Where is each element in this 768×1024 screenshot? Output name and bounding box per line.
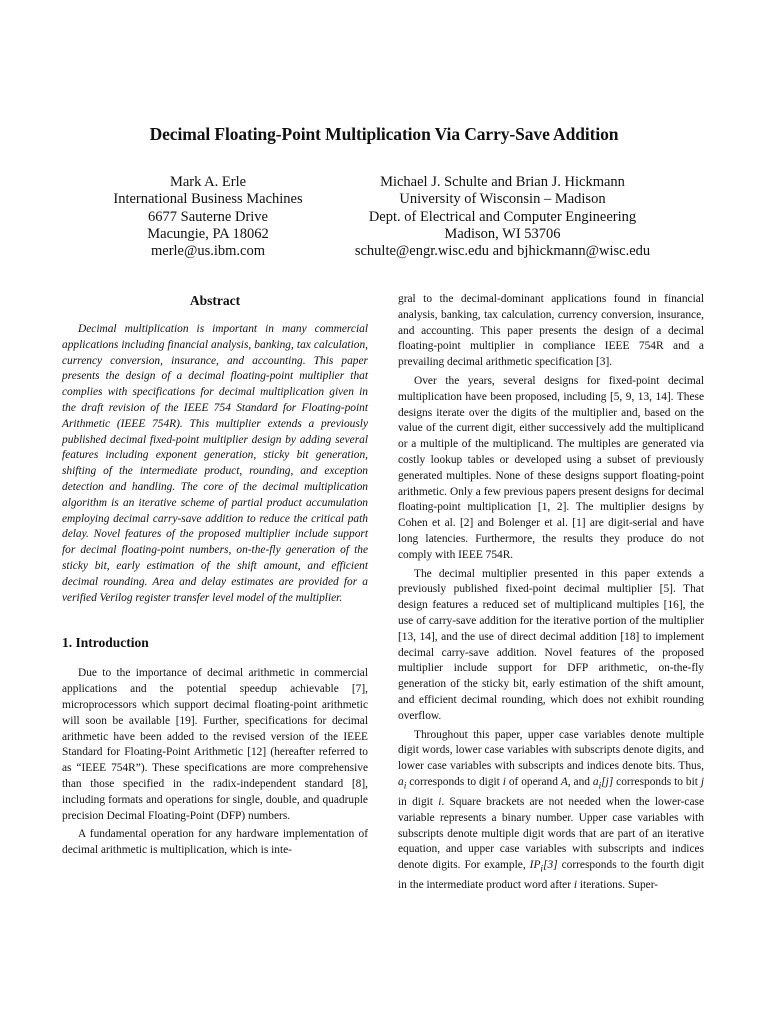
math-variable: i	[573, 879, 578, 892]
author-department: Dept. of Electrical and Computer Engineering	[368, 208, 637, 225]
notation-text: of operand	[505, 775, 561, 788]
author-address-street: 6677 Sauterne Drive	[148, 208, 268, 225]
author-email: schulte@engr.wisc.edu and bjhickmann@wisc.edu	[354, 243, 651, 260]
math-variable: i	[502, 775, 506, 788]
intro-paragraph-3: Over the years, several designs for fixed-point decimal multiplication have been proposed, including [5, 9, 13, 14]. These designs iterate over the digits of the multiplier and, based on the value of the current digit, either successively add the multiplicand or a multiple of the multiplicand. The multiples are generated via costly lookup tables or developed using a subset of previously generated multiples. None of these designs support floating-point arithmetic. Only a few previous papers present designs for decimal floating-point multiplication [1, 2]. The multiplier designs by Cohen et al. [2] and Bolenger et al. [1] are digit-serial and have long latencies. Furthermore, the results they produce do not comply with IEEE 754R.	[398, 374, 704, 561]
notation-text: , and	[567, 775, 593, 788]
author-name: Mark A. Erle	[169, 174, 247, 190]
paper-title: Decimal Floating-Point Multiplication Via Carry-Save Addition	[149, 124, 619, 144]
left-column	[62, 292, 368, 862]
math-variable: j	[700, 775, 704, 788]
author-affiliation: International Business Machines	[113, 191, 303, 208]
notation-text: corresponds to bit	[613, 775, 701, 788]
intro-paragraph-2-continued: gral to the decimal-dominant applications found in financial analysis, banking, tax calculation, currency conversion, insurance, and accounting. This paper presents the design of a decimal floating-point multiplier in compliance IEEE 754R and a prevailing decimal arithmetic specification [3].	[398, 293, 704, 369]
author-name: Michael J. Schulte and Brian J. Hickmann	[380, 174, 625, 190]
math-variable: A	[560, 775, 568, 788]
right-column	[398, 292, 704, 897]
author-block-erle	[98, 174, 318, 260]
author-block-schulte-hickmann	[330, 174, 675, 260]
author-email: merle@us.ibm.com	[150, 243, 266, 260]
abstract-heading: Abstract	[189, 293, 241, 308]
notation-text: corresponds to digit	[406, 775, 503, 788]
intro-paragraph-4: The decimal multiplier presented in this paper extends a previously published fixed-point decimal multiplier [5]. That design features a reduced set of multiplicand multiples [16], the use of carry-save addition for the iterative portion of the multiplier [13, 14], and the use of direct decimal addition [18] to implement decimal carry-save addition. Novel features of the proposed multiplier include support for DFP arithmetic, on-the-fly generation of the sticky bit, early estimation of the shift amount, and efficient decimal rounding, which does not exhibit rounding overflow.	[398, 567, 704, 722]
author-address-city: Macungie, PA 18062	[147, 225, 269, 242]
abstract-text: Decimal multiplication is important in many commercial applications including financial analysis, banking, tax calculation, currency conversion, insurance, and accounting. This paper presents the design of a decimal floating-point multiplier that complies with specifications for decimal multiplication given in the draft revision of the IEEE 754 Standard for Floating-point Arithmetic (IEEE 754R). This multiplier extends a previously published decimal fixed-point multiplier design by adding several features including exponent generation, sticky bit generation, shifting of the intermediate product, rounding, and exception detection and handling. The core of the decimal multiplication algorithm is an iterative scheme of partial product accumulation employing decimal carry-save addition to reduce the critical path delay. Novel features of the proposed multiplier include support for decimal floating-point numbers, on-the-fly generation of the sticky bit, early estimation of the shift amount, and efficient decimal rounding. Area and delay estimates are provided for a verified Verilog register transfer level model of the multiplier.	[62, 323, 368, 604]
author-address-city: Madison, WI 53706	[444, 225, 561, 242]
author-affiliation: University of Wisconsin – Madison	[399, 191, 606, 208]
notation-text: Throughout this paper, upper case variables denote multiple digit words, lower case variables with subscripts denote digits, and lower case variables with subscripts and indices denote bits. Thus,	[398, 728, 704, 773]
math-variable: $a_i[j]$	[592, 775, 614, 792]
notation-paragraph	[398, 728, 704, 895]
notation-text: in digit	[398, 795, 439, 808]
math-variable: i	[438, 795, 442, 808]
notation-text: corresponds to the fourth digit in the intermediate product word after	[398, 859, 704, 892]
math-variable: $IP_i[3]$	[529, 859, 558, 875]
intro-paragraph-2: A fundamental operation for any hardware implementation of decimal arithmetic is multiplication, which is inte-	[62, 828, 368, 857]
section-heading-introduction: 1. Introduction	[62, 635, 149, 651]
intro-paragraph-1: Due to the importance of decimal arithmetic in commercial applications and the potential speedup achievable [7], microprocessors which support decimal floating-point arithmetic will soon be available [19]. Further, specifications for decimal arithmetic have been added to the revised version of the IEEE Standard for Floating-Point Arithmetic [12] (hereafter referred to as “IEEE 754R”). These specifications are more comprehensive than those specified in the radix-independent standard [8], including formats and operations for single, double, and quadruple precision Decimal Floating-Point (DFP) numbers.	[62, 667, 368, 822]
math-variable: $a_i$	[398, 775, 407, 792]
notation-text: iterations. Super-	[577, 879, 659, 892]
notation-text: . Square brackets are not needed when the lower-case variable represents a binary number. Upper case variables with subscripts denote multiple digit words that are part of an iterative equation, and upper case variables with subscripts and indices denote digits. For example,	[398, 795, 704, 872]
